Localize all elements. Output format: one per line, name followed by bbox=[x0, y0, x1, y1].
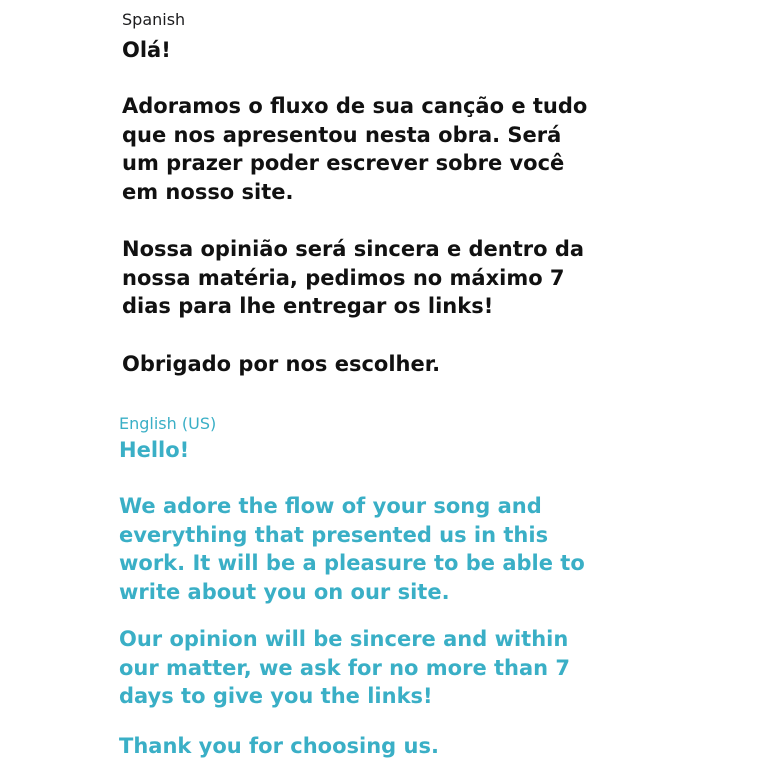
translation-closing: Thank you for choosing us. bbox=[119, 734, 439, 758]
source-paragraph-1: Adoramos o fluxo de sua canção e tudo que nos apresentou nesta obra. Será um prazer poder escrever sobre você em nosso site. bbox=[122, 94, 588, 204]
source-closing: Obrigado por nos escolher. bbox=[122, 352, 441, 376]
translation-language-label: English (US) bbox=[119, 414, 217, 433]
translation-greeting: Hello! bbox=[119, 438, 190, 462]
source-paragraph-2: Nossa opinião será sincera e dentro da nossa matéria, pedimos no máximo 7 dias para lhe entregar os links! bbox=[122, 237, 585, 318]
translation-paragraph-1: We adore the flow of your song and everything that presented us in this work. It will be a pleasure to be able to write about you on our site. bbox=[119, 494, 585, 604]
source-greeting: Olá! bbox=[122, 38, 171, 62]
source-language-label: Spanish bbox=[122, 10, 186, 29]
translation-paragraph-2: Our opinion will be sincere and within our matter, we ask for no more than 7 days to give you the links! bbox=[119, 627, 571, 708]
